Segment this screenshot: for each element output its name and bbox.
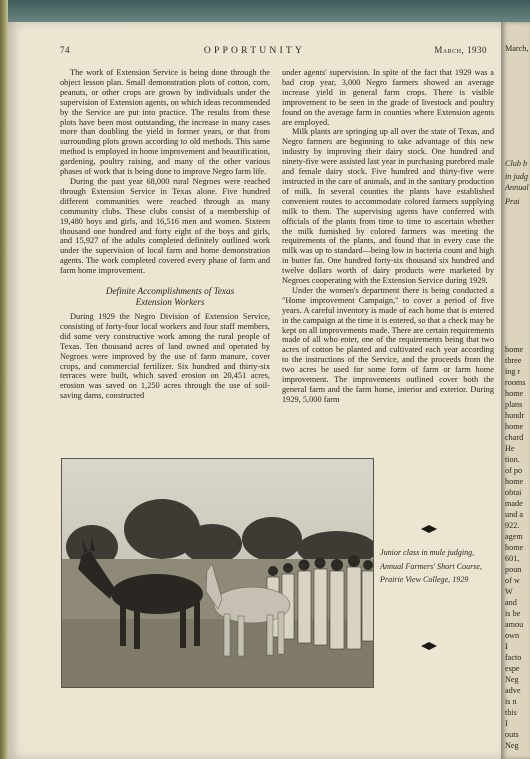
adjacent-page-fragment: rooms bbox=[505, 378, 526, 387]
magazine-title: OPPORTUNITY bbox=[203, 45, 306, 56]
adjacent-page-fragment: home bbox=[505, 345, 524, 354]
paragraph: Under the women's department there is being conducted a "Home improvement Campaign," to cover a period of five years. A careful inventory is made of each home that is entered in the campaign at the time it is entered, so that a check may be kept on all improvements made. There are certain requirements made of all who enter, one of the requirements being that two acres of cotton be planted and cultivated each year according to the instructions of the Service, and the proceeds from the two acres be used for some form of farm or farm home improvement. The improvements outlined cover both the general farm and the farm home, interior and exterior. During 1929, 5,000 farm bbox=[282, 285, 494, 404]
adjacent-page-fragment: made bbox=[505, 499, 523, 508]
caption-line: Prairie View College, 1929 bbox=[380, 575, 469, 585]
adjacent-page-fragment: is be bbox=[505, 609, 521, 618]
adjacent-page-fragment: adve bbox=[505, 686, 521, 695]
adjacent-page-fragment: chard bbox=[505, 433, 524, 442]
adjacent-page-fragment: obtai bbox=[505, 488, 522, 497]
photo-caption bbox=[380, 546, 498, 587]
book-cover-edge bbox=[8, 0, 530, 22]
paragraph: During the past year 68,000 rural Negroes were reached through Extension Service in Texas alone. Five hundred different communities were reached through as many community clubs. These clubs consist of a membership of 19,480 boys and girls, and 16,516 men and women. Sixteen thousand one hundred and forty eight of the boys and girls, and 15,927 of the adults completed definitely outlined work under the supervision of local farm and home demonstration agents. The work completed covered every phase of farm and farm home improvement. bbox=[60, 176, 270, 276]
paragraph: During 1929 the Negro Division of Extension Service, consisting of forty-four local workers and four staff members, did some very constructive work among the rural people of Texas. Ten thousand acres of land owned and operated by Negroes were improved by the use of farm manure, cover crops, and commercial fertilizer. Six hundred and thirty-six terraces were built, which saved erosion on 20,451 acres, erosion was saved on 1,250 acres through the use of soil-saving dams, constructed bbox=[60, 312, 270, 401]
adjacent-page-fragment: plans bbox=[505, 400, 523, 409]
issue-date: March, 1930 bbox=[434, 45, 487, 55]
adjacent-page-fragment: in judg bbox=[505, 172, 528, 181]
paragraph: Milk plants are springing up all over the state of Texas, and Negro farmers are beginning to take advantage of this new industry by improving their dairy stock. One hundred and ninety-five were assisted last year in purchasing purebred male and female dairy stock. Five hundred and thirty-five were instructed in the care of animals, and in the sanitary production of milk. In several counties the plants have established convenient routes to accommodate colored farmers supplying milk to them. The supervising agents have conferred with officials of the plants from time to time to ascertain whether the milk furnished by colored farmers was meeting the requirements of the plants, and found that in every case the milk was up to standard—being low in bacteria count and high in butter fat. One hundred forty-six thousand six hundred and twelve dollars worth of dairy products were marketed by Negroes cooperating with the Extension Service during 1929. bbox=[282, 127, 494, 286]
photo-illustration bbox=[62, 459, 373, 687]
adjacent-page-fragment: and bbox=[505, 598, 517, 607]
adjacent-page-fragment: own bbox=[505, 631, 520, 640]
adjacent-page-fragment: I bbox=[505, 642, 508, 651]
adjacent-page-fragment: espe bbox=[505, 664, 520, 673]
section-subheading: Extension Workers bbox=[135, 296, 205, 307]
adjacent-page-fragment: He bbox=[505, 444, 515, 453]
adjacent-page-fragment: 922. bbox=[505, 521, 520, 530]
adjacent-page-fragment: und a bbox=[505, 510, 523, 519]
adjacent-page-fragment: outs bbox=[505, 730, 519, 739]
section-subheading: Definite Accomplishments of Texas bbox=[105, 286, 235, 297]
left-column bbox=[60, 68, 270, 401]
adjacent-page-fragment: 601, bbox=[505, 554, 520, 563]
adjacent-page-fragment: is n bbox=[505, 697, 517, 706]
adjacent-page-fragment: this bbox=[505, 708, 517, 717]
adjacent-page-fragment: hundr bbox=[505, 411, 525, 420]
right-column bbox=[282, 68, 494, 405]
adjacent-page-fragment: W bbox=[505, 587, 513, 596]
caption-line: Annual Farmers' Short Course, bbox=[380, 561, 483, 571]
book-binding bbox=[0, 0, 8, 759]
adjacent-page-fragment: amou bbox=[505, 620, 524, 629]
paragraph: The work of Extension Service is being done through the object lesson plan. Small demonstration plots of cotton, corn, peanuts, or other crops are grown by individuals under the supervision of Extension agents, on which ideas recommended by the Service are put into practice. The results from these plots have been most outstanding, the increase in many cases more than doubling the yield in former years, or that from surrounding plots grown according to old methods. This same method is employed in home improvement and beautification, gardening, poultry raising, and many of the other various phases of work that is being done to improve Negro farm life. bbox=[60, 68, 270, 177]
adjacent-page-fragment: home bbox=[505, 422, 524, 431]
adjacent-page-fragment: home bbox=[505, 477, 524, 486]
adjacent-page-fragment: I bbox=[505, 719, 508, 728]
adjacent-page-fragment: facto bbox=[505, 653, 522, 662]
adjacent-page-fragment: of w bbox=[505, 576, 520, 585]
mule-judging-photo bbox=[61, 458, 374, 688]
adjacent-page-fragment: three bbox=[505, 356, 522, 365]
adjacent-page-fragment: Prai bbox=[505, 197, 520, 206]
adjacent-page-fragment: agem bbox=[505, 532, 523, 541]
adjacent-page-fragment: tion. bbox=[505, 455, 520, 464]
adjacent-page-fragment: ing r bbox=[505, 367, 521, 376]
page-number: 74 bbox=[60, 45, 70, 55]
adjacent-page-fragment: home bbox=[505, 389, 524, 398]
adjacent-page-fragment: home bbox=[505, 543, 524, 552]
adjacent-page-edge bbox=[501, 22, 530, 759]
adjacent-page-fragment: poun bbox=[505, 565, 522, 574]
adjacent-page-fragment: Neg bbox=[505, 675, 519, 684]
adjacent-page-fragment: of po bbox=[505, 466, 523, 475]
magazine-page bbox=[8, 22, 501, 759]
adjacent-page-fragment: Annual bbox=[505, 183, 529, 192]
adjacent-page-fragment: Neg bbox=[505, 741, 519, 750]
adjacent-page-fragment: March, bbox=[505, 44, 529, 53]
caption-line: Junior class in mule judging, bbox=[380, 548, 475, 557]
paragraph: under agents' supervision. In spite of the fact that 1929 was a bad crop year, 3,000 Negro farmers showed an average increase yield in general farm crops. There is visible improvement to be seen in the grade of livestock and poultry found on the average farm in counties where Extension agents are employed. bbox=[282, 68, 494, 127]
adjacent-page-fragment: Club b bbox=[505, 159, 528, 168]
